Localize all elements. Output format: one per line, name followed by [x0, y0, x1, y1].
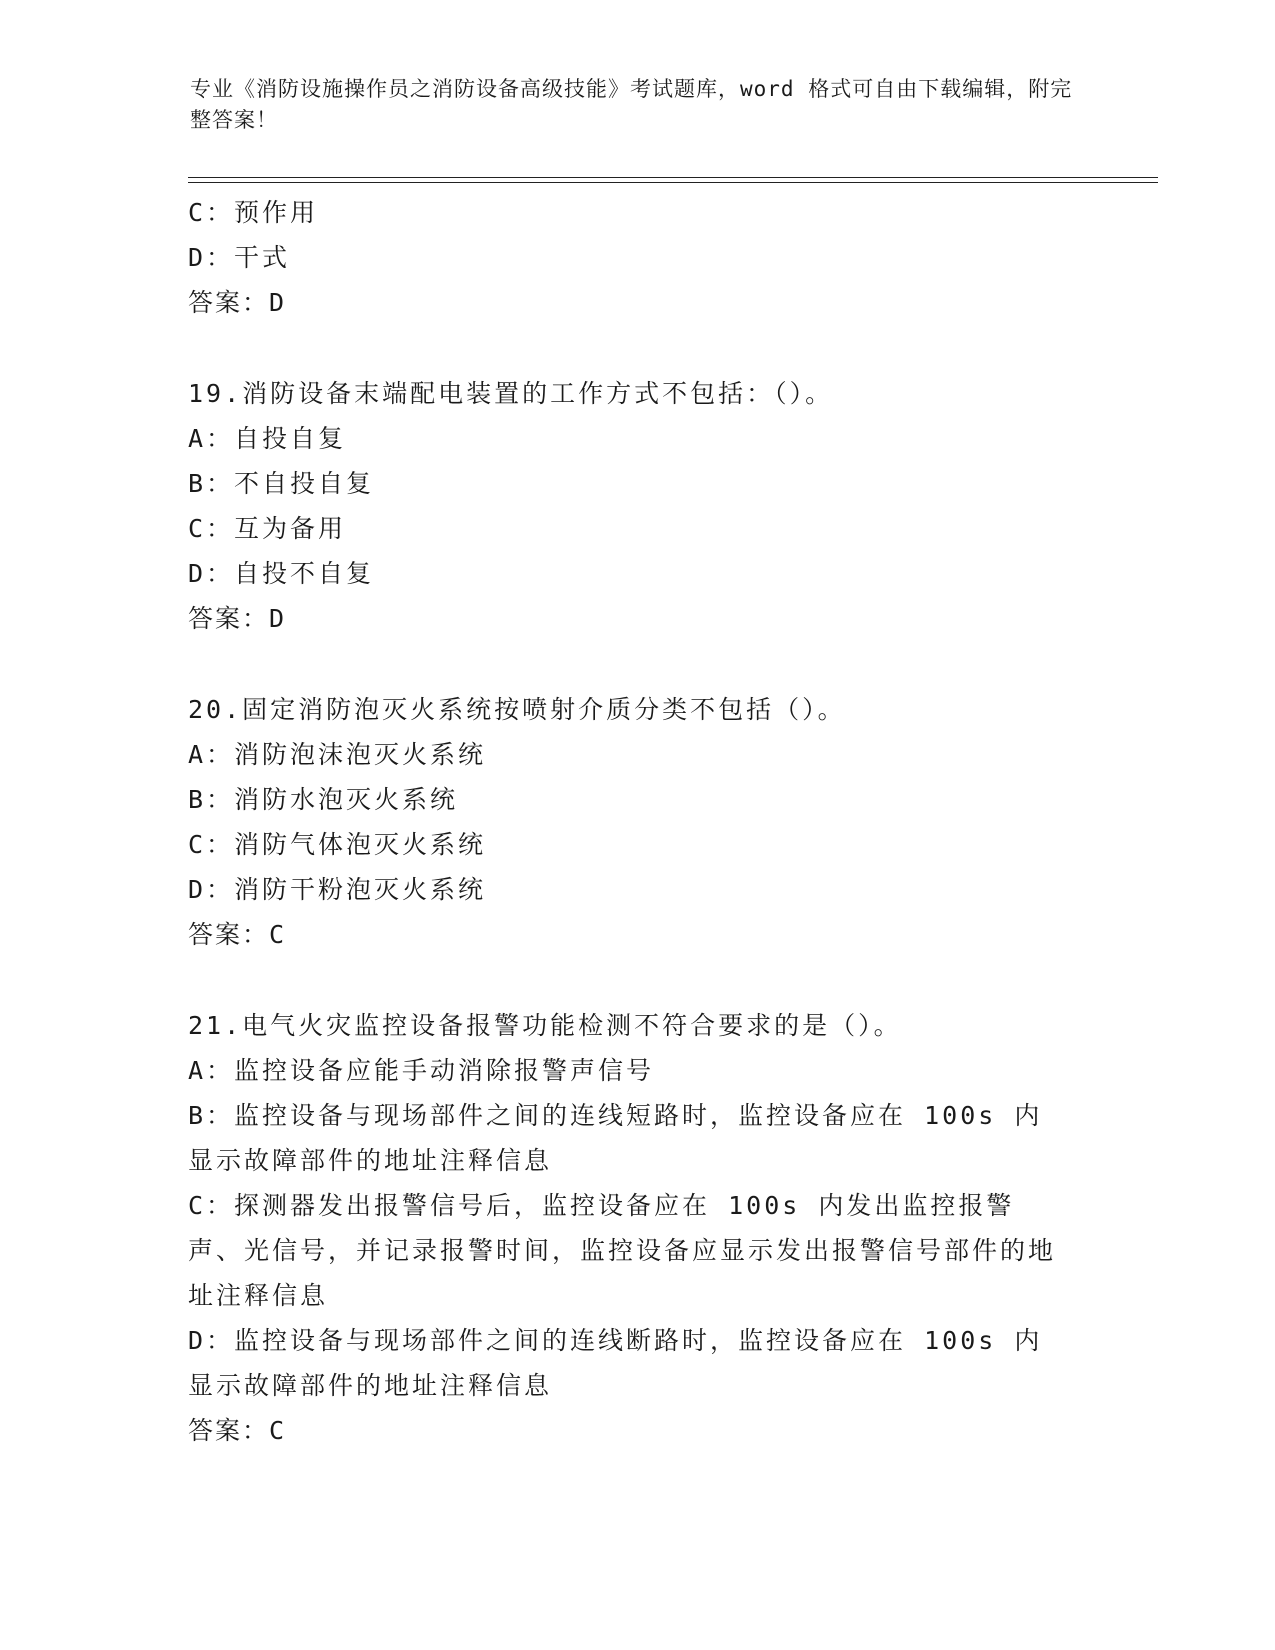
q21-option-a: A：监控设备应能手动消除报警声信号: [188, 1056, 655, 1085]
q21-option-b: B：监控设备与现场部件之间的连线短路时，监控设备应在 100s 内显示故障部件的地址注释信息: [188, 1101, 1043, 1175]
prev-option-d: D：干式: [188, 243, 291, 272]
q19-option-c: C：互为备用: [188, 514, 347, 543]
q20-option-b: B：消防水泡灭火系统: [188, 785, 459, 814]
prev-option-c: C：预作用: [188, 198, 319, 227]
spacer: [188, 325, 1068, 371]
question-content: [188, 190, 1068, 1453]
q20-answer: 答案：C: [188, 920, 287, 949]
page-header: 专业《消防设施操作员之消防设备高级技能》考试题库，word 格式可自由下载编辑，附完整答案！: [190, 77, 1073, 132]
header-rule-bottom: [188, 182, 1158, 183]
spacer: [188, 641, 1068, 687]
q21-answer: 答案：C: [188, 1416, 287, 1445]
question-21: 21.电气火灾监控设备报警功能检测不符合要求的是（）。: [188, 1011, 902, 1040]
spacer: [188, 957, 1068, 1003]
q20-option-c: C：消防气体泡灭火系统: [188, 830, 487, 859]
q19-option-a: A：自投自复: [188, 424, 347, 453]
q21-option-c: C：探测器发出报警信号后，监控设备应在 100s 内发出监控报警声、光信号，并记录报警时间，监控设备应显示发出报警信号部件的地址注释信息: [188, 1191, 1057, 1310]
question-20: 20.固定消防泡灭火系统按喷射介质分类不包括（）。: [188, 695, 846, 724]
q20-option-d: D：消防干粉泡灭火系统: [188, 875, 487, 904]
q19-option-b: B：不自投自复: [188, 469, 375, 498]
q21-option-d: D：监控设备与现场部件之间的连线断路时，监控设备应在 100s 内显示故障部件的地址注释信息: [188, 1326, 1043, 1400]
q19-answer: 答案：D: [188, 604, 287, 633]
q19-option-d: D：自投不自复: [188, 559, 375, 588]
q20-option-a: A：消防泡沫泡灭火系统: [188, 740, 487, 769]
question-19: 19.消防设备末端配电装置的工作方式不包括：（）。: [188, 379, 834, 408]
header-rule-top: [188, 177, 1158, 178]
prev-answer: 答案：D: [188, 288, 287, 317]
